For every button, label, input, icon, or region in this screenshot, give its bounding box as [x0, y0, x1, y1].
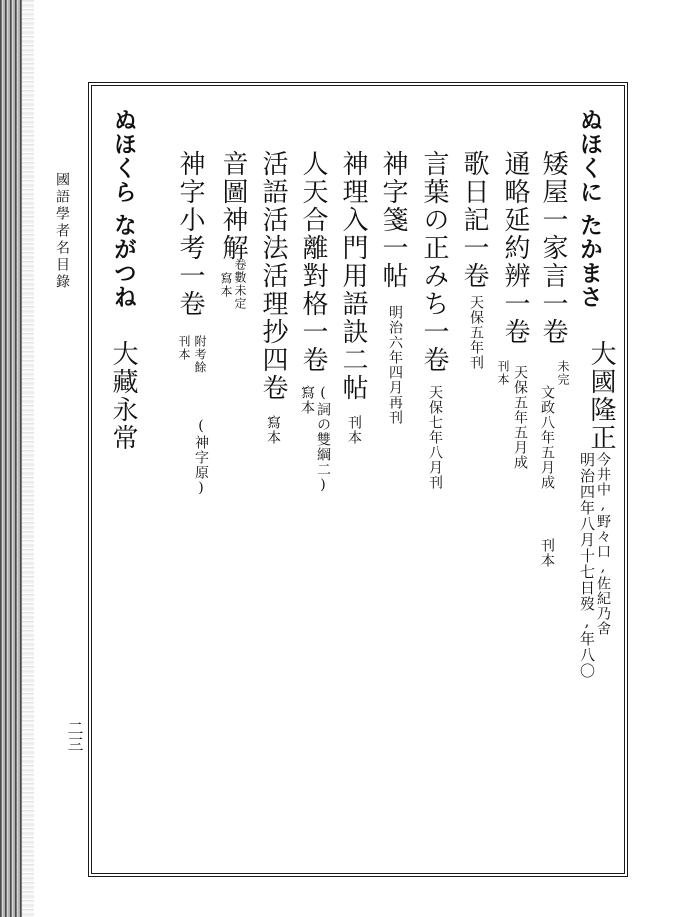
work-note: 刊本 — [346, 415, 362, 445]
entry1-author-note2: 明治四年八月十七日歿,年八〇 — [578, 452, 596, 679]
work-note: 卷數未定 — [233, 258, 247, 310]
work-note: 文政八年五月成 — [539, 385, 555, 490]
entry1-author: 大國隆正 — [586, 340, 616, 452]
work-note: 刊本 — [496, 360, 510, 386]
work-note: 寫本 — [299, 385, 315, 415]
work-note: 天保五年五月成 — [512, 365, 528, 470]
entry1-reading: たかまさ — [576, 213, 603, 309]
page-edge-shadow — [22, 0, 34, 917]
page-number: 二三 — [65, 720, 84, 752]
work-note: 天保七年八月刊 — [427, 385, 443, 490]
work-note: 寫本 — [219, 272, 233, 298]
work-note: 寫本 — [265, 415, 281, 445]
work-note: 刊本 — [177, 335, 191, 361]
work-title: 通略延約辨一卷 — [500, 150, 530, 346]
work-title: 言葉の正みち一卷 — [419, 150, 449, 374]
work-note: (神字原) — [193, 418, 209, 497]
work-title: 神理入門用語訣二帖 — [338, 150, 368, 402]
work-title: 神字小考一卷 — [175, 150, 205, 318]
entry2-reading: ながつね — [110, 213, 137, 309]
work-note: 附考餘 — [193, 335, 207, 374]
work-title: 矮屋一家言一卷 — [538, 150, 568, 346]
work-title: 神字箋一帖 — [378, 150, 408, 290]
entry1-author-note1: 今井中,野々口,佐紀乃舍 — [595, 452, 611, 636]
work-title: 人天合離對格一卷 — [298, 150, 328, 374]
entry2-name: ぬほくら — [110, 108, 137, 204]
running-head: 國語學者名目錄 — [54, 172, 70, 291]
work-note: 天保五年刊 — [468, 295, 484, 370]
work-note: 未完 — [556, 360, 570, 386]
work-note: 刊本 — [539, 538, 555, 568]
work-title: 活語活法活理抄四卷 — [258, 150, 288, 402]
book-spine-shadow — [0, 0, 22, 917]
work-note: 明治六年四月再刊 — [387, 305, 403, 425]
work-note: (詞の雙綱二) — [315, 385, 331, 494]
work-title: 音圖神解 — [218, 150, 248, 262]
work-title: 歌日記一卷 — [459, 150, 489, 290]
entry2-author: 大藏永常 — [108, 340, 138, 452]
entry1-name: ぬほくに — [576, 108, 603, 204]
